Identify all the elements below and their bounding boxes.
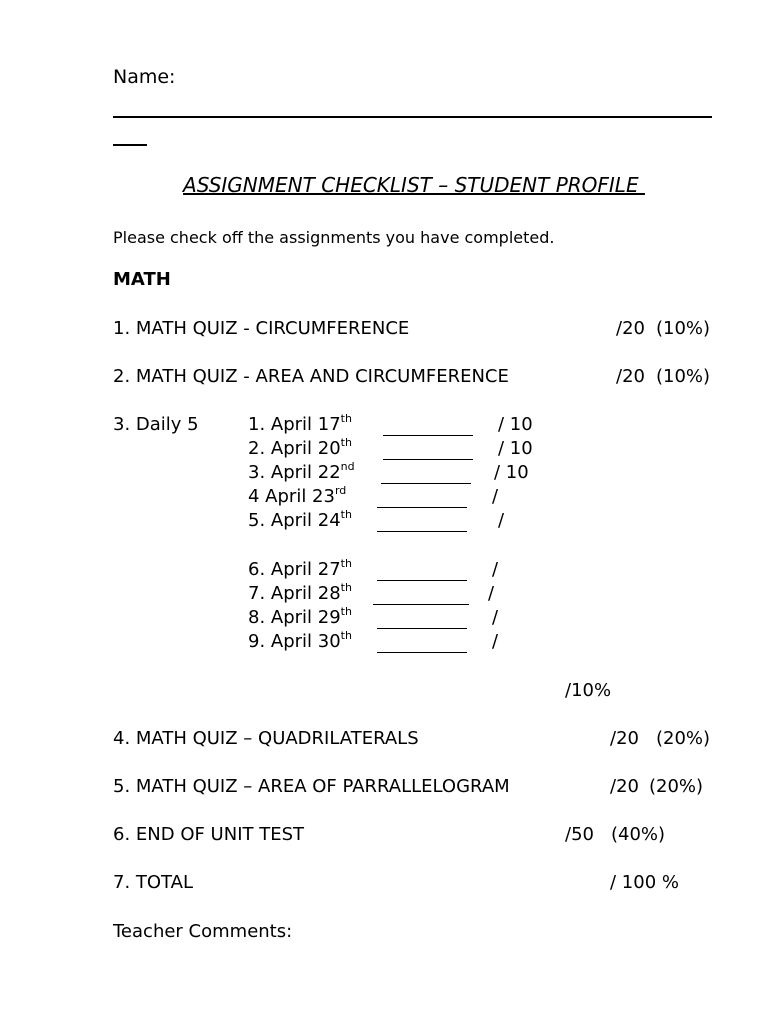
name-underline[interactable]: [113, 116, 712, 118]
daily5-entry: 1. April 17th: [248, 412, 352, 435]
daily5-mark: /: [488, 583, 495, 604]
name-underline-continued[interactable]: [113, 144, 147, 146]
item-label: 7. TOTAL: [113, 872, 193, 893]
instructions-text: Please check off the assignments you have completed.: [113, 228, 555, 247]
daily5-mark: /: [492, 486, 499, 507]
item-label: 2. MATH QUIZ - AREA AND CIRCUMFERENCE: [113, 366, 509, 387]
daily5-blank[interactable]: [383, 459, 473, 460]
daily5-blank[interactable]: [383, 435, 473, 436]
daily5-blank[interactable]: [377, 531, 467, 532]
item-label: 4. MATH QUIZ – QUADRILATERALS: [113, 728, 419, 749]
item-weight: (40%): [611, 824, 666, 845]
daily5-entry: 2. April 20th: [248, 436, 352, 459]
daily5-entry: 7. April 28th: [248, 581, 352, 604]
daily5-entry: 8. April 29th: [248, 605, 352, 628]
item-score: /20: [616, 318, 645, 339]
daily5-entry: 6. April 27th: [248, 557, 352, 580]
daily5-entry: 3. April 22nd: [248, 460, 355, 483]
daily5-blank[interactable]: [377, 580, 467, 581]
daily5-entry: 4 April 23rd: [248, 484, 347, 507]
page-title: ASSIGNMENT CHECKLIST – STUDENT PROFILE: [183, 173, 639, 197]
daily5-total: /10%: [565, 680, 612, 701]
item-label-daily5: 3. Daily 5: [113, 414, 199, 435]
item-score: /20: [610, 776, 639, 797]
item-weight: (20%): [649, 776, 704, 797]
item-weight: (20%): [656, 728, 711, 749]
item-label: 1. MATH QUIZ - CIRCUMFERENCE: [113, 318, 410, 339]
daily5-mark: /: [492, 607, 499, 628]
item-label: 5. MATH QUIZ – AREA OF PARRALLELOGRAM: [113, 776, 510, 797]
daily5-blank[interactable]: [377, 628, 467, 629]
daily5-mark: / 10: [498, 414, 533, 435]
item-label: 6. END OF UNIT TEST: [113, 824, 305, 845]
daily5-mark: /: [492, 631, 499, 652]
section-heading-math: MATH: [113, 269, 171, 290]
daily5-mark: /: [492, 559, 499, 580]
daily5-blank[interactable]: [373, 604, 469, 605]
item-weight: (10%): [656, 318, 711, 339]
daily5-mark: / 10: [498, 438, 533, 459]
item-score: /20: [616, 366, 645, 387]
item-weight: (10%): [656, 366, 711, 387]
daily5-blank[interactable]: [377, 652, 467, 653]
item-score: /50: [565, 824, 594, 845]
daily5-mark: /: [498, 510, 505, 531]
daily5-entry: 5. April 24th: [248, 508, 352, 531]
teacher-comments-label: Teacher Comments:: [113, 921, 293, 942]
total-score: / 100 %: [610, 872, 679, 893]
daily5-blank[interactable]: [381, 483, 471, 484]
daily5-blank[interactable]: [377, 507, 467, 508]
item-score: /20: [610, 728, 639, 749]
daily5-entry: 9. April 30th: [248, 629, 352, 652]
name-label: Name:: [113, 66, 176, 88]
daily5-mark: / 10: [494, 462, 529, 483]
